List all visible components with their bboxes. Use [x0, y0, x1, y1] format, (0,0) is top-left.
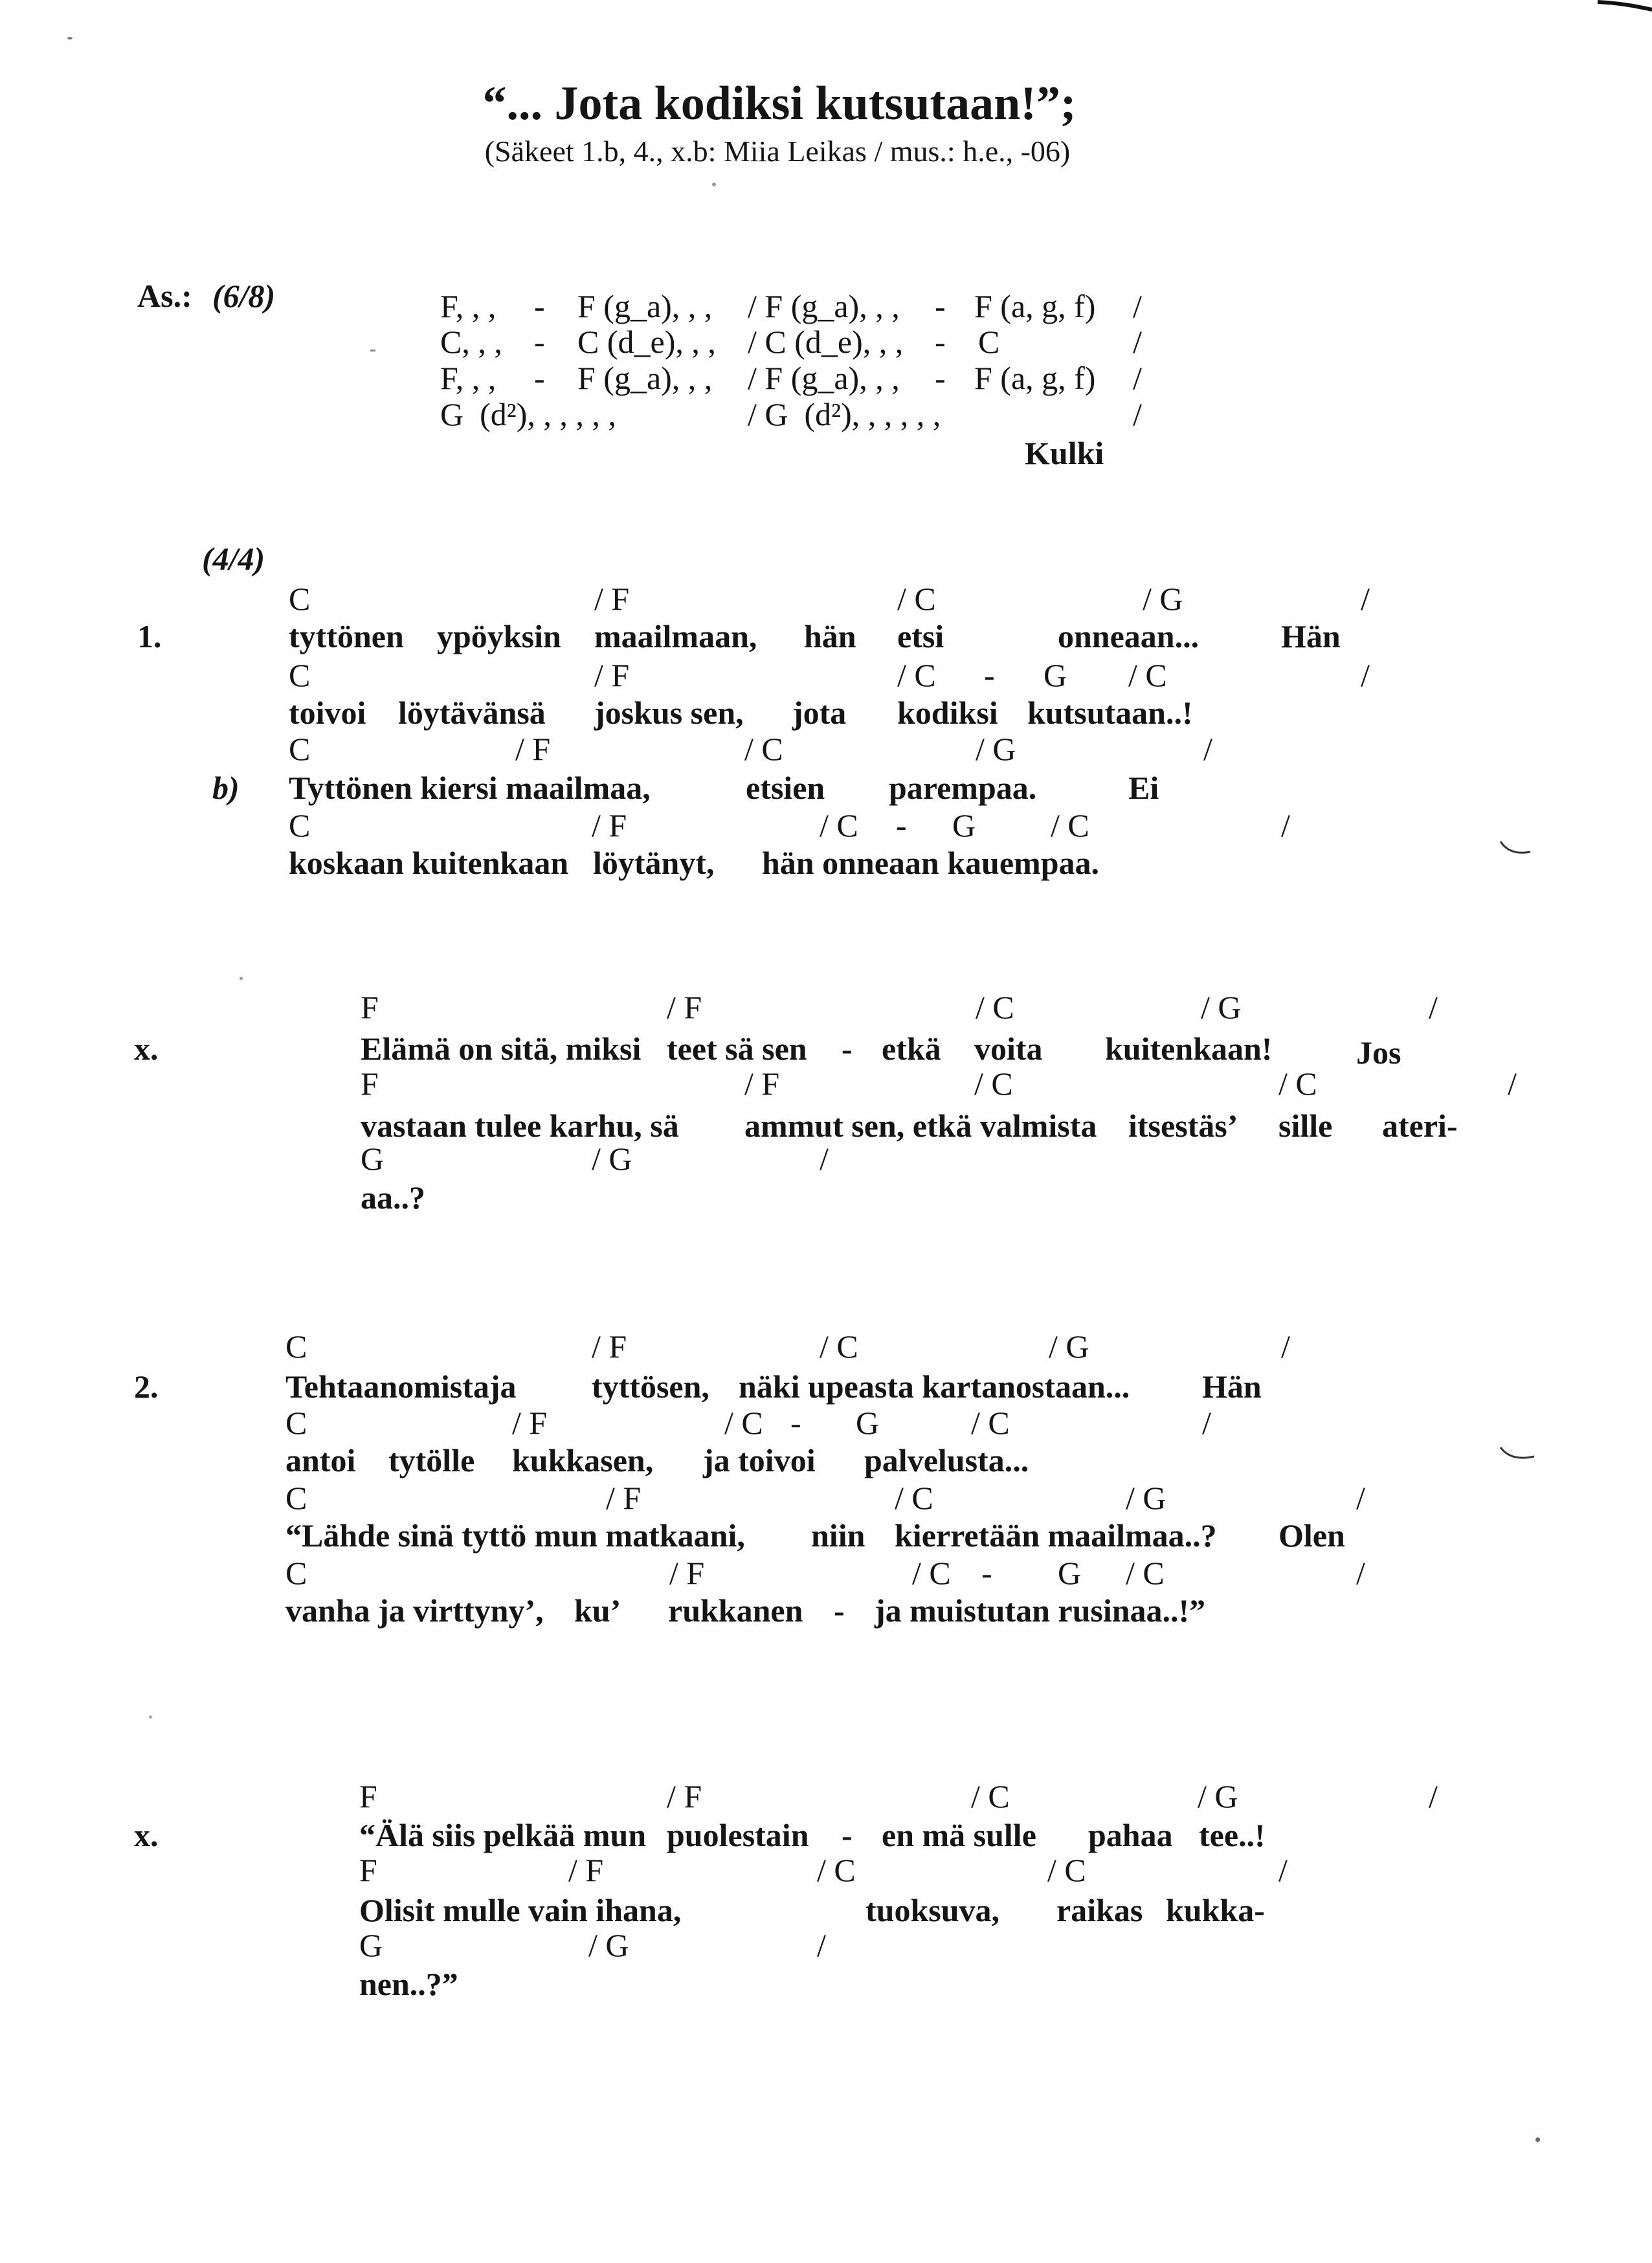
lyric-word: etsi [897, 618, 944, 654]
verse-number: 1. [137, 618, 162, 654]
lyric-word: niin [811, 1517, 865, 1554]
lyric-word: Jos [1356, 1034, 1401, 1071]
verse-number: 2. [134, 1368, 159, 1405]
intro-time-signature: (6/8) [212, 278, 276, 314]
lyric-word: hän [804, 618, 856, 654]
lyric-word: puolestain [667, 1817, 809, 1853]
chord-symbol: / G [1201, 989, 1242, 1025]
chord-symbol: / F [667, 1778, 702, 1814]
lyric-word: raikas [1056, 1892, 1143, 1928]
chord-row [0, 809, 1652, 842]
lyric-word: Tyttönen kiersi maailmaa, [289, 770, 651, 806]
lyric-row [0, 1370, 1652, 1403]
chord-symbol: G [856, 1405, 880, 1441]
bar-line: / [817, 1927, 826, 1963]
chord-symbol: F, , , [440, 288, 497, 324]
lyric-word: ku’ [574, 1592, 621, 1629]
lyric-word: näki upeasta kartanostaan... [739, 1368, 1130, 1405]
chord-symbol: G [359, 1927, 383, 1963]
chord-symbol: / C [971, 1778, 1010, 1814]
chord-row [0, 1143, 1652, 1175]
lyric-row [0, 620, 1652, 652]
chord-row [0, 1854, 1652, 1886]
chord-symbol: G [1058, 1555, 1082, 1591]
intro-chord-line [0, 398, 1652, 430]
bar-line: / [1133, 360, 1142, 396]
chord-symbol: C [285, 1328, 307, 1365]
chord-symbol: / G [1143, 581, 1183, 617]
chord-symbol: C (d_e), , , [577, 324, 716, 360]
chord-symbol: / F (g_a), , , [748, 360, 900, 396]
chord-symbol: / C [1128, 657, 1167, 693]
chord-symbol: / C [744, 731, 783, 767]
chord-symbol: / C [1051, 807, 1089, 843]
lyric-word: ypöyksin [437, 618, 561, 654]
lyric-word: etsien [746, 770, 825, 806]
lyric-row [0, 1109, 1652, 1142]
time-signature-change: (4/4) [202, 541, 265, 577]
chord-symbol: C [289, 731, 311, 767]
chord-symbol: / C [976, 989, 1014, 1025]
lyric-word: pahaa [1088, 1817, 1173, 1853]
chord-symbol: / G [1126, 1480, 1166, 1516]
bar-line: / [1133, 324, 1142, 360]
bar-line: / [1361, 657, 1370, 693]
chord-dash: - [935, 324, 946, 360]
intro-chord-line [0, 326, 1652, 358]
chord-symbol: / F (g_a), , , [748, 288, 900, 324]
chord-symbol: / C [971, 1405, 1010, 1441]
chord-symbol: / F [592, 807, 627, 843]
lyric-word: jota [792, 695, 847, 731]
chord-symbol: F (g_a), , , [577, 288, 713, 324]
chord-row [0, 1067, 1652, 1100]
lyric-word: kuitenkaan! [1105, 1031, 1273, 1067]
intro-label: As.: [137, 278, 192, 314]
lyric-word: löytänyt, [593, 845, 715, 881]
chord-dash: - [935, 360, 946, 396]
chord-symbol: / C (d_e), , , [748, 324, 904, 360]
chord-dash: - [534, 324, 545, 360]
bar-line: / [1281, 807, 1290, 843]
lyric-word: vanha ja virttyny’, [285, 1592, 544, 1629]
lyric-word: Hän [1202, 1368, 1262, 1405]
chord-symbol: / G [588, 1927, 629, 1963]
chord-symbol: / C [820, 1328, 858, 1365]
lyric-dash: - [842, 1031, 853, 1067]
lyric-word: ja muistutan rusinaa..!” [875, 1592, 1206, 1629]
chord-symbol: C, , , [440, 324, 502, 360]
lyric-word: kukka- [1166, 1892, 1265, 1928]
chord-row [0, 1330, 1652, 1363]
lyric-word: ja toivoi [703, 1442, 816, 1478]
lyric-word: joskus sen, [594, 695, 744, 731]
bar-line: / [1133, 396, 1142, 432]
chord-symbol: / C [897, 657, 936, 693]
intro-chord-line [0, 362, 1652, 394]
lyric-word: itsestäs’ [1128, 1108, 1238, 1144]
lyric-word: kutsutaan..! [1027, 695, 1193, 731]
lyric-word: tytölle [388, 1442, 475, 1478]
lyric-word: tee..! [1199, 1817, 1266, 1853]
lyric-row [0, 1519, 1652, 1552]
chord-row [0, 991, 1652, 1023]
lyric-word: nen..?” [359, 1966, 458, 2002]
chord-dash: - [896, 807, 907, 843]
chord-row [0, 659, 1652, 691]
chord-symbol: / G (d²), , , , , , [748, 396, 941, 432]
chord-symbol: / C [895, 1480, 933, 1516]
lyric-word: palvelusta... [864, 1442, 1029, 1478]
lyric-word: maailmaan, [594, 618, 757, 654]
chord-dash: - [935, 288, 946, 324]
chord-symbol: C [289, 581, 311, 617]
verse-part-label: b) [212, 770, 240, 806]
bar-line: / [1202, 1405, 1211, 1441]
chord-symbol: / C [820, 807, 858, 843]
chord-symbol: / G [1198, 1778, 1238, 1814]
lyric-word: koskaan kuitenkaan [289, 845, 569, 881]
lyric-word: Elämä on sitä, miksi [361, 1031, 642, 1067]
chord-symbol: / F [667, 989, 702, 1025]
bar-line: / [820, 1141, 829, 1177]
chord-symbol: / C [1047, 1852, 1086, 1888]
lyric-word: toivoi [289, 695, 366, 731]
chord-symbol: C [289, 657, 311, 693]
lyric-word: ammut sen, etkä valmista [744, 1108, 1097, 1144]
chord-symbol: F [361, 1065, 379, 1102]
scan-speck [240, 977, 243, 980]
chord-symbol: / F [606, 1480, 642, 1516]
lyric-word: löytävänsä [398, 695, 546, 731]
chord-dash: - [534, 288, 545, 324]
lyric-word: “Lähde sinä tyttö mun matkaani, [285, 1517, 745, 1554]
lyric-dash: - [834, 1592, 845, 1629]
chord-symbol: / G [592, 1141, 632, 1177]
scan-speck [1535, 2137, 1540, 2142]
lyric-row [0, 1894, 1652, 1926]
scan-speck [149, 1715, 152, 1719]
bar-line: / [1356, 1480, 1365, 1516]
bar-line: / [1429, 989, 1438, 1025]
chord-symbol: / C [897, 581, 936, 617]
chord-symbol: / F [515, 731, 551, 767]
chord-symbol: F [361, 989, 379, 1025]
chord-symbol: / F [669, 1555, 705, 1591]
lyric-word: tyttösen, [592, 1368, 709, 1405]
chord-symbol: / G [976, 731, 1016, 767]
lyric-word: Tehtaanomistaja [285, 1368, 517, 1405]
lyric-word: etkä [882, 1031, 941, 1067]
lyric-dash: - [842, 1817, 853, 1853]
lyric-row [0, 1444, 1652, 1477]
chord-symbol: C [285, 1405, 307, 1441]
pickup-lyric: Kulki [1025, 435, 1104, 471]
lyric-row [0, 1594, 1652, 1627]
chord-row [0, 1482, 1652, 1514]
bar-line: / [1281, 1328, 1290, 1365]
chord-symbol: G [361, 1141, 385, 1177]
lyric-word: en mä sulle [882, 1817, 1036, 1853]
chord-row [0, 1557, 1652, 1589]
chord-row [0, 583, 1652, 615]
chord-symbol: C [978, 324, 1000, 360]
chord-symbol: / C [974, 1065, 1013, 1102]
chord-symbol: G (d²), , , , , , [440, 396, 616, 432]
chord-symbol: C [289, 807, 311, 843]
chord-row [0, 1929, 1652, 1961]
chord-symbol: / G [1049, 1328, 1089, 1365]
lyric-row [0, 1819, 1652, 1851]
lyric-word: Olisit mulle vain ihana, [359, 1892, 682, 1928]
chord-symbol: G [952, 807, 976, 843]
lyric-word: onneaan... [1058, 618, 1200, 654]
lyric-word: teet sä sen [667, 1031, 807, 1067]
scan-speck [712, 183, 716, 186]
chord-symbol: / F [744, 1065, 780, 1102]
chord-symbol: / F [592, 1328, 627, 1365]
chord-symbol: / F [512, 1405, 548, 1441]
lyric-word: Ei [1128, 770, 1159, 806]
song-title: “... Jota kodiksi kutsutaan!”; [482, 77, 1077, 130]
intro-chord-line [0, 290, 1652, 322]
chord-dash: - [984, 657, 995, 693]
chord-symbol: F (g_a), , , [577, 360, 713, 396]
lyric-word: parempaa. [889, 770, 1037, 806]
lyric-row [0, 1181, 1652, 1214]
refrain-label: x. [134, 1817, 159, 1853]
chord-symbol: / C [1126, 1555, 1165, 1591]
lyric-row [0, 847, 1652, 879]
bar-line: / [1278, 1852, 1288, 1888]
refrain-label: x. [134, 1031, 159, 1067]
lyric-word: Olen [1278, 1517, 1345, 1554]
scan-speck [67, 36, 73, 40]
song-credits: (Säkeet 1.b, 4., x.b: Miia Leikas / mus.: h.e., -06) [484, 135, 1071, 168]
chord-row [0, 1407, 1652, 1439]
chord-row [0, 1780, 1652, 1812]
lyric-word: tyttönen [289, 618, 404, 654]
bar-line: / [1508, 1065, 1517, 1102]
chord-symbol: C [285, 1555, 307, 1591]
lyric-word: kierretään maailmaa..? [895, 1517, 1217, 1554]
chord-symbol: / C [1278, 1065, 1317, 1102]
bar-line: / [1429, 1778, 1438, 1814]
lyric-word: tuoksuva, [865, 1892, 1000, 1928]
chord-symbol: / C [912, 1555, 951, 1591]
chord-symbol: F, , , [440, 360, 497, 396]
chord-symbol: C [285, 1480, 307, 1516]
bar-line: / [1361, 581, 1370, 617]
chord-symbol: / C [724, 1405, 763, 1441]
chord-symbol: G [1044, 657, 1067, 693]
lyric-word: rukkanen [668, 1592, 803, 1629]
lyric-row [0, 1031, 1652, 1071]
chord-symbol: / C [817, 1852, 856, 1888]
lyric-word: voita [974, 1031, 1043, 1067]
lyric-row [0, 1968, 1652, 2000]
chord-symbol: / F [594, 581, 630, 617]
chord-row [0, 733, 1652, 765]
lyric-word: Hän [1281, 618, 1341, 654]
lyric-word: hän onneaan kauempaa. [762, 845, 1099, 881]
chord-symbol: F (a, g, f) [974, 360, 1096, 396]
bar-line: / [1203, 731, 1212, 767]
chord-dash: - [981, 1555, 992, 1591]
scan-edge-mark [1579, 0, 1652, 19]
lyric-word: vastaan tulee karhu, sä [361, 1108, 679, 1144]
bar-line: / [1133, 288, 1142, 324]
lyric-word: sille [1278, 1108, 1333, 1144]
lyric-row [0, 697, 1652, 729]
chord-symbol: F [359, 1778, 377, 1814]
lyric-word: ateri- [1382, 1108, 1458, 1144]
lyric-word: kodiksi [897, 695, 998, 731]
chord-dash: - [790, 1405, 801, 1441]
lyric-word: antoi [285, 1442, 356, 1478]
lyric-word: “Älä siis pelkää mun [359, 1817, 647, 1853]
lyric-word: aa..? [361, 1179, 425, 1216]
chord-symbol: F [359, 1852, 377, 1888]
bar-line: / [1356, 1555, 1365, 1591]
lyric-row [0, 772, 1652, 804]
chord-symbol: / F [568, 1852, 604, 1888]
chord-dash: - [534, 360, 545, 396]
lyric-word: kukkasen, [512, 1442, 654, 1478]
chord-symbol: F (a, g, f) [974, 288, 1096, 324]
chord-symbol: / F [594, 657, 630, 693]
